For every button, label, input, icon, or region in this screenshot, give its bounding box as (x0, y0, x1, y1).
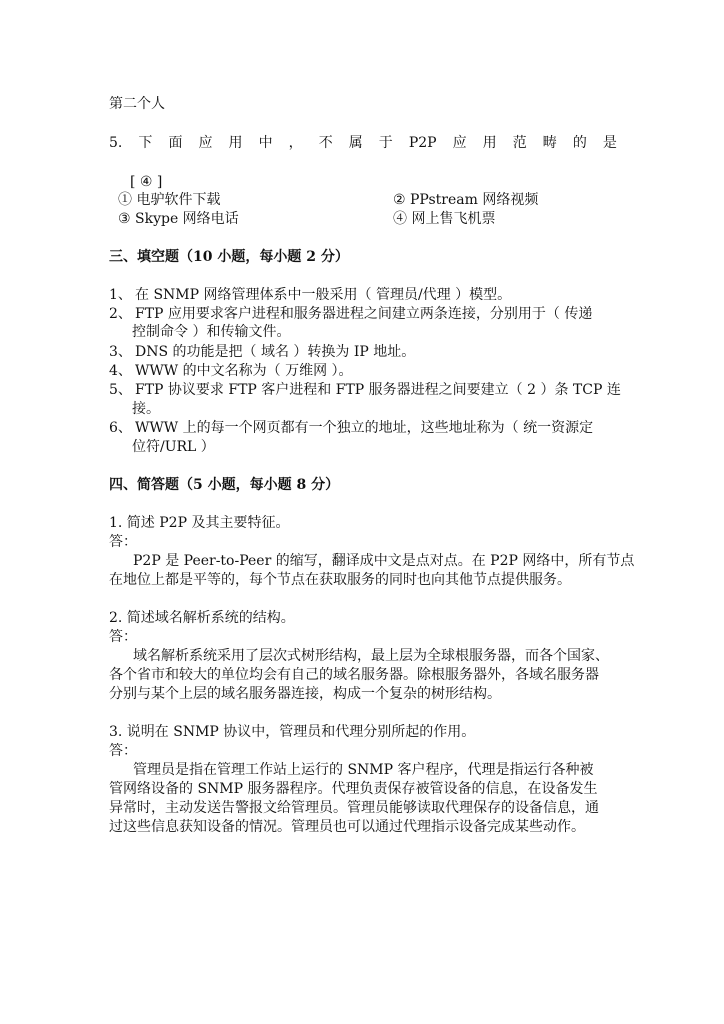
short-answer-3-line: 管网络设备的 SNMP 服务器程序。代理负责保存被管设备的信息，在设备发生 (109, 781, 598, 797)
fill-item-2-text: FTP 应用要求客户进程和服务器进程之间建立两条连接，分别用于（ 传递 (135, 306, 593, 322)
fill-item-6-text: WWW 上的每一个网页都有一个独立的地址，这些地址称为（ 统一资源定 (135, 420, 594, 436)
page-header: 第二个人 (109, 96, 165, 112)
q5-token: 于 (378, 135, 393, 151)
q5-answer: [ ④ ] (130, 174, 163, 190)
fill-item-4-number: 4、 (109, 363, 132, 379)
short-answer-1-line: P2P 是 Peer-to-Peer 的缩写，翻译成中文是点对点。在 P2P 网络中，所有节点 (133, 553, 635, 569)
q5-token: 5. (109, 135, 123, 151)
fill-item-5-number: 5、 (109, 382, 132, 398)
short-answer-3-line: 管理员是指在管理工作站上运行的 SNMP 客户程序，代理是指运行各种被 (133, 762, 594, 778)
question-5 (109, 134, 617, 152)
short-answer-3-line: 过这些信息获知设备的情况。管理员也可以通过代理指示设备完成某些动作。 (109, 819, 585, 835)
q5-token: 不 (318, 135, 333, 151)
q5-option-2: ② PPstream 网络视频 (393, 192, 539, 208)
q5-token: 用 (228, 135, 243, 151)
section-3-title: 三、填空题（10 小题，每小题 2 分） (109, 249, 349, 265)
short-answer-3-line: 异常时，主动发送告警报文给管理员。管理员能够读取代理保存的设备信息，通 (109, 800, 599, 816)
section-4-title: 四、简答题（5 小题，每小题 8 分） (109, 477, 340, 493)
fill-item-4-text: WWW 的中文名称为（ 万维网 ）。 (135, 363, 353, 379)
q5-token: 畴 (542, 135, 557, 151)
short-answer-3-label: 答： (109, 743, 137, 759)
q5-token: 应 (452, 135, 467, 151)
short-answer-1-question: 1. 简述 P2P 及其主要特征。 (109, 515, 290, 531)
q5-token: 属 (348, 135, 363, 151)
q5-token: ， (288, 135, 303, 151)
short-answer-2-line: 分别与某个上层的域名服务器连接，构成一个复杂的树形结构。 (109, 686, 501, 702)
q5-option-3: ③ Skype 网络电话 (118, 211, 239, 227)
q5-option-1: ① 电驴软件下载 (118, 192, 221, 208)
short-answer-3-question: 3. 说明在 SNMP 协议中，管理员和代理分别所起的作用。 (109, 724, 476, 740)
q5-token: 面 (168, 135, 183, 151)
fill-item-2-text-cont: 控制命令 ）和传输文件。 (132, 324, 291, 340)
short-answer-1-label: 答： (109, 534, 137, 550)
short-answer-1-line: 在地位上都是平等的，每个节点在获取服务的同时也向其他节点提供服务。 (109, 572, 571, 588)
q5-token: P2P (408, 135, 437, 151)
q5-token: 中 (258, 135, 273, 151)
short-answer-2-line: 域名解析系统采用了层次式树形结构，最上层为全球根服务器，而各个国家、 (133, 648, 609, 664)
fill-item-5-text: FTP 协议要求 FTP 客户进程和 FTP 服务器进程之间要建立（ 2 ）条 TCP 连 (135, 382, 621, 398)
fill-item-3-number: 3、 (109, 344, 132, 360)
q5-token: 下 (138, 135, 153, 151)
q5-token: 应 (198, 135, 213, 151)
q5-token: 是 (602, 135, 617, 151)
q5-token: 范 (512, 135, 527, 151)
fill-item-5-text-cont: 接。 (132, 401, 160, 417)
fill-item-1-text: 在 SNMP 网络管理体系中一般采用（ 管理员/代理 ）模型。 (135, 287, 512, 303)
short-answer-2-line: 各个省市和较大的单位均会有自己的域名服务器。除根服务器外，各域名服务器 (109, 667, 599, 683)
fill-item-2-number: 2、 (109, 306, 132, 322)
q5-token: 用 (482, 135, 497, 151)
q5-option-4: ④ 网上售飞机票 (393, 211, 496, 227)
q5-token: 的 (572, 135, 587, 151)
fill-item-6-text-cont: 位符/URL ） (132, 439, 215, 455)
fill-item-3-text: DNS 的功能是把（ 域名 ）转换为 IP 地址。 (135, 344, 416, 360)
short-answer-2-question: 2. 简述域名解析系统的结构。 (109, 610, 295, 626)
short-answer-2-label: 答： (109, 629, 137, 645)
fill-item-6-number: 6、 (109, 420, 132, 436)
fill-item-1-number: 1、 (109, 287, 132, 303)
